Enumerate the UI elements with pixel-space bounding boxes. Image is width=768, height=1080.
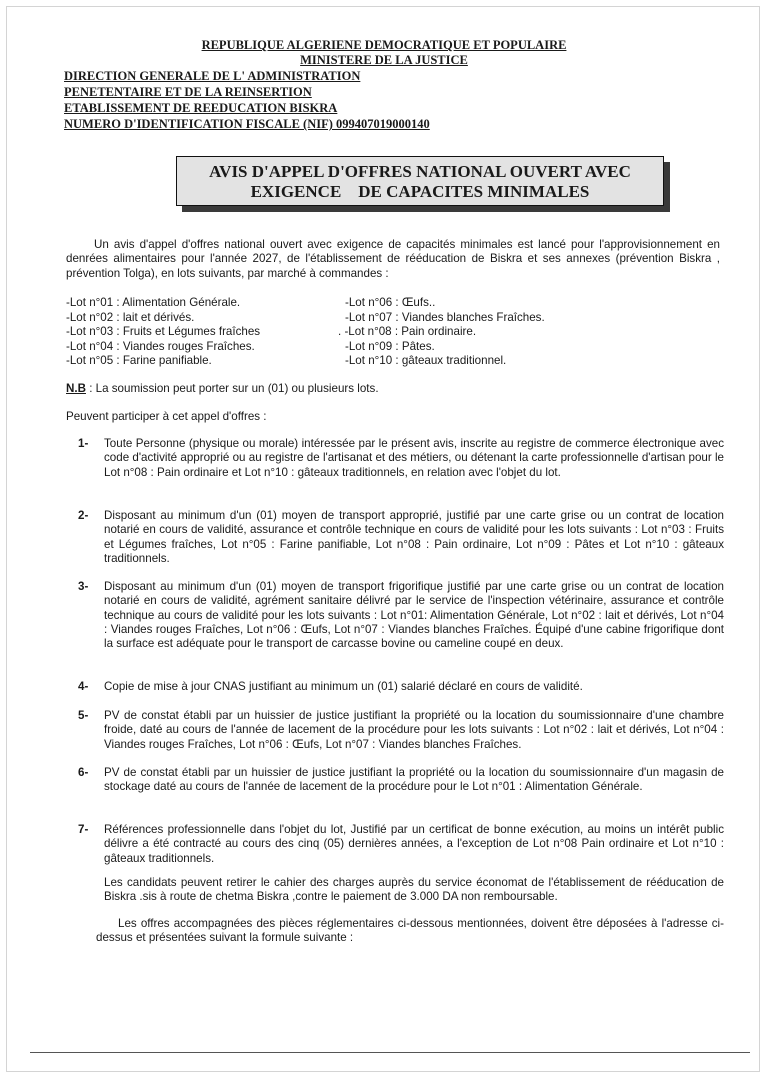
admin-line-1: DIRECTION GENERALE DE L' ADMINISTRATION [64,69,361,83]
condition-7-number: 7- [78,823,89,836]
lot-06: -Lot n°06 : Œufs.. [345,296,436,309]
condition-1-text: Toute Personne (physique ou morale) intéressée par le présent avis, inscrite au registre de commerce électronique avec code d'activité approprié ou au registre de l'artisanat et des métiers, ou détenant la carte professionnelle d'artisan pour le Lot n°08 : Pain ordinaire et Lot n°10 : gâteaux traditionnels, en relation avec l'objet du lot. [104,437,724,479]
title-line-2: EXIGENCE DE CAPACITES MINIMALES [250,182,590,201]
lot-09: -Lot n°09 : Pâtes. [345,340,435,353]
nb-label: N.B [66,382,86,395]
lot-05: -Lot n°05 : Farine panifiable. [66,354,212,367]
condition-4-text: Copie de mise à jour CNAS justifiant au minimum un (01) salarié déclaré en cours de validité. [104,680,583,693]
condition-2-number: 2- [78,509,89,522]
condition-7-text: Références professionnelle dans l'objet du lot, Justifié par un certificat de bonne exécution, au moins un intérêt public délivre a été contracté au cours des cinq (05) dernières années, a l'exception de Lot n°08 Pain ordinaire et Lot n°10 : gâteaux traditionnels. [104,823,724,865]
lot-10: -Lot n°10 : gâteaux traditionnel. [345,354,507,367]
title-line-1: AVIS D'APPEL D'OFFRES NATIONAL OUVERT AVEC [209,162,631,181]
condition-2-text: Disposant au minimum d'un (01) moyen de transport approprié, justifié par une carte grise ou un contrat de location notarié en cours de validité, assurance et contrôle technique en cours de validité pour les lots suivants : Lot n°03 : Fruits et Légumes fraîches, Lot n°05 : Farine panifiable, Lot n°08 : Pain ordinaire, Lot n°09 : Pâtes et Lot n°10 : gâteaux traditionnels. [104,509,724,565]
condition-3-text: Disposant au minimum d'un (01) moyen de transport frigorifique justifié par une carte grise ou un contrat de location notarié en cours de validité, agrément sanitaire délivré par le service de l'inspection vétérinaire, assurance et contrôle technique au cours de validité pour les lots suivants : Lot n°01: Alimentation Générale, Lot n°02 : lait et dérivés, Lot n°04 : Viandes rouges Fraîches, Lot n°06 : Œufs, Lot n°07 : Viandes blanches Fraîches. Équipé d'une cabine frigorifique dont la surface est adéquate pour le transport de carcasse bovine ou cameline coupé en deux. [104,580,724,651]
ministry-heading: MINISTERE DE LA JUSTICE [300,53,468,67]
lot-04: -Lot n°04 : Viandes rouges Fraîches. [66,340,255,353]
eligibility-intro: Peuvent participer à cet appel d'offres : [66,410,267,423]
lot-08: . -Lot n°08 : Pain ordinaire. [338,325,477,338]
intro-paragraph: Un avis d'appel d'offres national ouvert avec exigence de capacités minimales est lancé pour l'approvisionnement en denrées alimentaires pour l'année 2027, de l'établissement de rééducation de Biskra et ses annexes (prévention Biskra , prévention Tolga), en lots suivants, par marché à commandes : [66,238,720,280]
condition-6-number: 6- [78,766,89,779]
condition-5-number: 5- [78,709,89,722]
admin-line-3: ETABLISSEMENT DE REEDUCATION BISKRA [64,101,338,115]
lot-03: -Lot n°03 : Fruits et Légumes fraîches [66,325,261,338]
retrieval-paragraph: Les candidats peuvent retirer le cahier des charges auprès du service économat de l'établissement de rééducation de Biskra .sis à route de chetma Biskra ,contre le paiement de 3.000 DA non remboursable. [104,876,724,904]
admin-line-4: NUMERO D'IDENTIFICATION FISCALE (NIF) 099407019000140 [64,117,430,131]
nb-note [66,382,379,396]
republic-heading: REPUBLIQUE ALGERIENE DEMOCRATIQUE ET POPULAIRE [201,38,567,52]
condition-4-number: 4- [78,680,89,693]
nb-text: : La soumission peut porter sur un (01) ou plusieurs lots. [85,382,379,395]
condition-1-number: 1- [78,437,89,450]
footer-rule [30,1052,750,1053]
condition-3-number: 3- [78,580,89,593]
lot-02: -Lot n°02 : lait et dérivés. [66,311,195,324]
lot-01: -Lot n°01 : Alimentation Générale. [66,296,241,309]
title-box [176,156,664,206]
lot-07: -Lot n°07 : Viandes blanches Fraîches. [345,311,545,324]
admin-line-2: PENETENTAIRE ET DE LA REINSERTION [64,85,312,99]
condition-5-text: PV de constat établi par un huissier de justice justifiant la propriété ou la location du soumissionnaire d'une chambre froide, daté au cours de l'année de lacement de la procédure pour les lots suivants : Lot n°02 : lait et dérivés, Lot n°04 : Viandes rouges Fraîches, Lot n°06 : Œufs, Lot n°07 : Viandes blanches Fraîches. [104,709,724,751]
closing-paragraph: Les offres accompagnées des pièces réglementaires ci-dessous mentionnées, doivent être déposées à l'adresse ci-dessus et présentées suivant la formule suivante : [96,917,724,945]
condition-6-text: PV de constat établi par un huissier de justice justifiant la propriété ou la location du soumissionnaire d'un magasin de stockage daté au cours de l'année de lacement de la procédure pour le Lot n°01 : Alimentation Générale. [104,766,724,794]
